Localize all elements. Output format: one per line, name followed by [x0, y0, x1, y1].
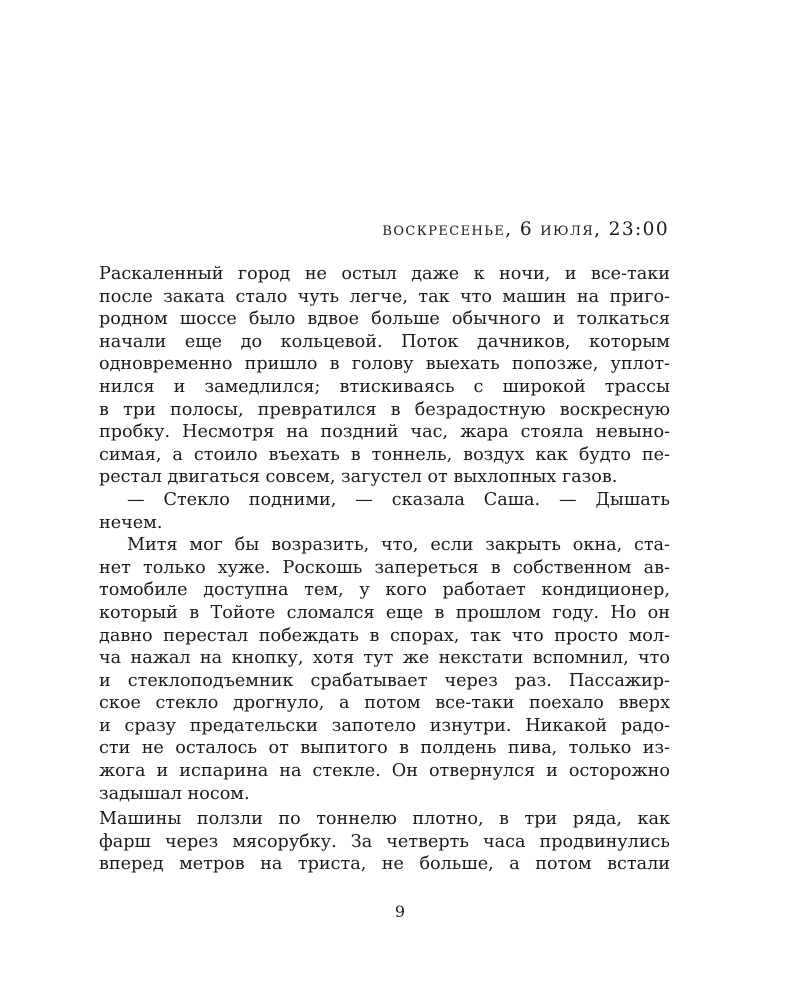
text-line: ча нажал на кнопку, хотя тут же некстати вспомнил, что: [99, 648, 670, 669]
paragraph-block-2: [99, 808, 670, 876]
chapter-heading: воскресенье, 6 июля, 23:00: [382, 219, 669, 240]
text-line: ское стекло дрогнуло, а потом все-таки поехало вверх: [99, 693, 670, 714]
page-number: 9: [394, 902, 406, 921]
text-line: Машины ползли по тоннелю плотно, в три ряда, как: [99, 809, 670, 829]
text-line: после заката стало чуть легче, так что машин на приго-: [99, 286, 670, 307]
text-line: рестал двигаться совсем, загустел от выхлопных газов.: [99, 467, 618, 488]
text-line: Раскаленный город не остыл даже к ночи, и все-таки: [99, 264, 670, 284]
text-line: давно перестал побеждать в спорах, так что просто мол-: [99, 625, 670, 646]
text-line: вперед метров на триста, не больше, а потом встали: [99, 854, 670, 875]
text-line: начали еще до кольцевой. Поток дачников, которым: [99, 331, 670, 352]
text-line: и стеклоподъемник срабатывает через раз. Пассажир-: [99, 670, 670, 691]
text-line: родном шоссе было вдвое больше обычного и толкаться: [99, 309, 670, 330]
text-line: который в Тойоте сломался еще в прошлом году. Но он: [99, 602, 670, 623]
dialogue-line: — Стекло подними, — сказала Саша. — Дышать: [127, 489, 670, 510]
text-line: сти не осталось от выпитого в полдень пива, только из-: [99, 738, 670, 759]
text-line: симая, а стоило въехать в тоннель, воздух как будто пе-: [99, 444, 670, 465]
text-line: нился и замедлился; втискиваясь с широкой трассы: [99, 376, 670, 397]
text-line: в три полосы, превратился в безрадостную воскресную: [99, 399, 670, 420]
text-line: одновременно пришло в голову выехать попозже, уплот-: [99, 354, 670, 375]
text-line: и сразу предательски запотело изнутри. Никакой радо-: [99, 715, 670, 736]
text-line: жога и испарина на стекле. Он отвернулся и осторожно: [99, 761, 670, 782]
text-line: Митя мог бы возразить, что, если закрыть окна, ста-: [127, 535, 670, 556]
paragraph-block-1: [99, 263, 670, 805]
text-line: томобиле доступна тем, у кого работает кондиционер,: [99, 580, 670, 601]
text-line: пробку. Несмотря на поздний час, жара стояла невыно-: [99, 422, 670, 443]
text-line: задышал носом.: [99, 783, 250, 804]
text-line: нечем.: [99, 512, 163, 533]
text-line: нет только хуже. Роскошь запереться в собственном ав-: [99, 557, 670, 578]
text-line: фарш через мясорубку. За четверть часа продвинулись: [99, 831, 670, 852]
